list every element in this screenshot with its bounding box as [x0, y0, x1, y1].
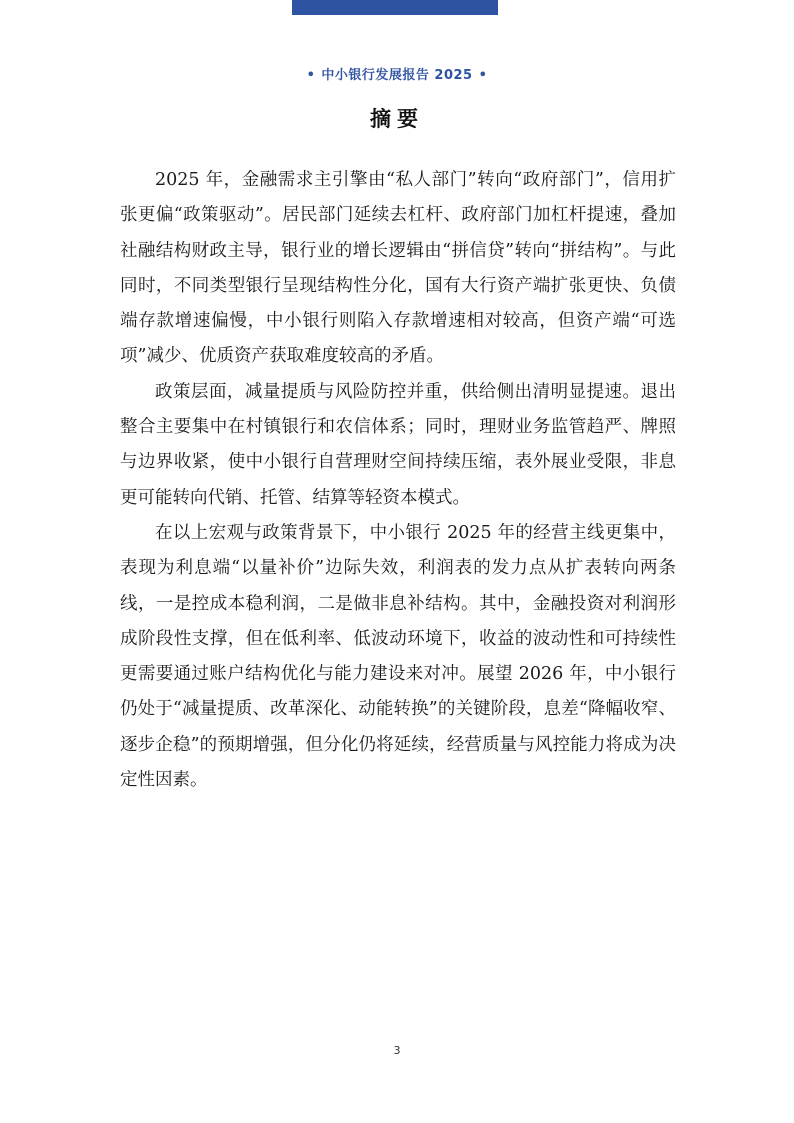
page-title: 摘要	[370, 107, 424, 131]
running-header	[0, 64, 794, 83]
paragraph-2: 政策层面，减量提质与风险防控并重，供给侧出清明显提速。退出整合主要集中在村镇银行和农信体系；同时，理财业务监管趋严、牌照与边界收紧，使中小银行自营理财空间持续压缩，表外展业受限，非息更可能转向代销、托管、结算等轻资本模式。	[120, 381, 676, 508]
header-bullet-left: •	[306, 68, 316, 83]
report-title: 中小银行发展报告 2025	[321, 68, 473, 83]
header-bullet-right: •	[478, 68, 488, 83]
paragraph-3: 在以上宏观与政策背景下，中小银行 2025 年的经营主线更集中，表现为利息端“以量补价”边际失效，利润表的发力点从扩表转向两条线，一是控成本稳利润，二是做非息补结构。其中，金融投资对利润形成阶段性支撑，但在低利率、低波动环境下，收益的波动性和可持续性更需要通过账户结构优化与能力建设来对冲。展望 2026 年，中小银行仍处于“减量提质、改革深化、动能转换”的关键阶段，息差“降幅收窄、逐步企稳”的预期增强，但分化仍将延续，经营质量与风控能力将成为决定性因素。	[120, 522, 676, 791]
abstract-body	[120, 163, 676, 798]
header-accent-bar	[292, 0, 498, 15]
paragraph-1: 2025 年，金融需求主引擎由“私人部门”转向“政府部门”，信用扩张更偏“政策驱动”。居民部门延续去杠杆、政府部门加杠杆提速，叠加社融结构财政主导，银行业的增长逻辑由“拼信贷”转向“拼结构”。与此同时，不同类型银行呈现结构性分化，国有大行资产端扩张更快、负债端存款增速偏慢，中小银行则陷入存款增速相对较高，但资产端“可选项”减少、优质资产获取难度较高的矛盾。	[120, 170, 676, 367]
page-number: 3	[393, 1044, 401, 1057]
